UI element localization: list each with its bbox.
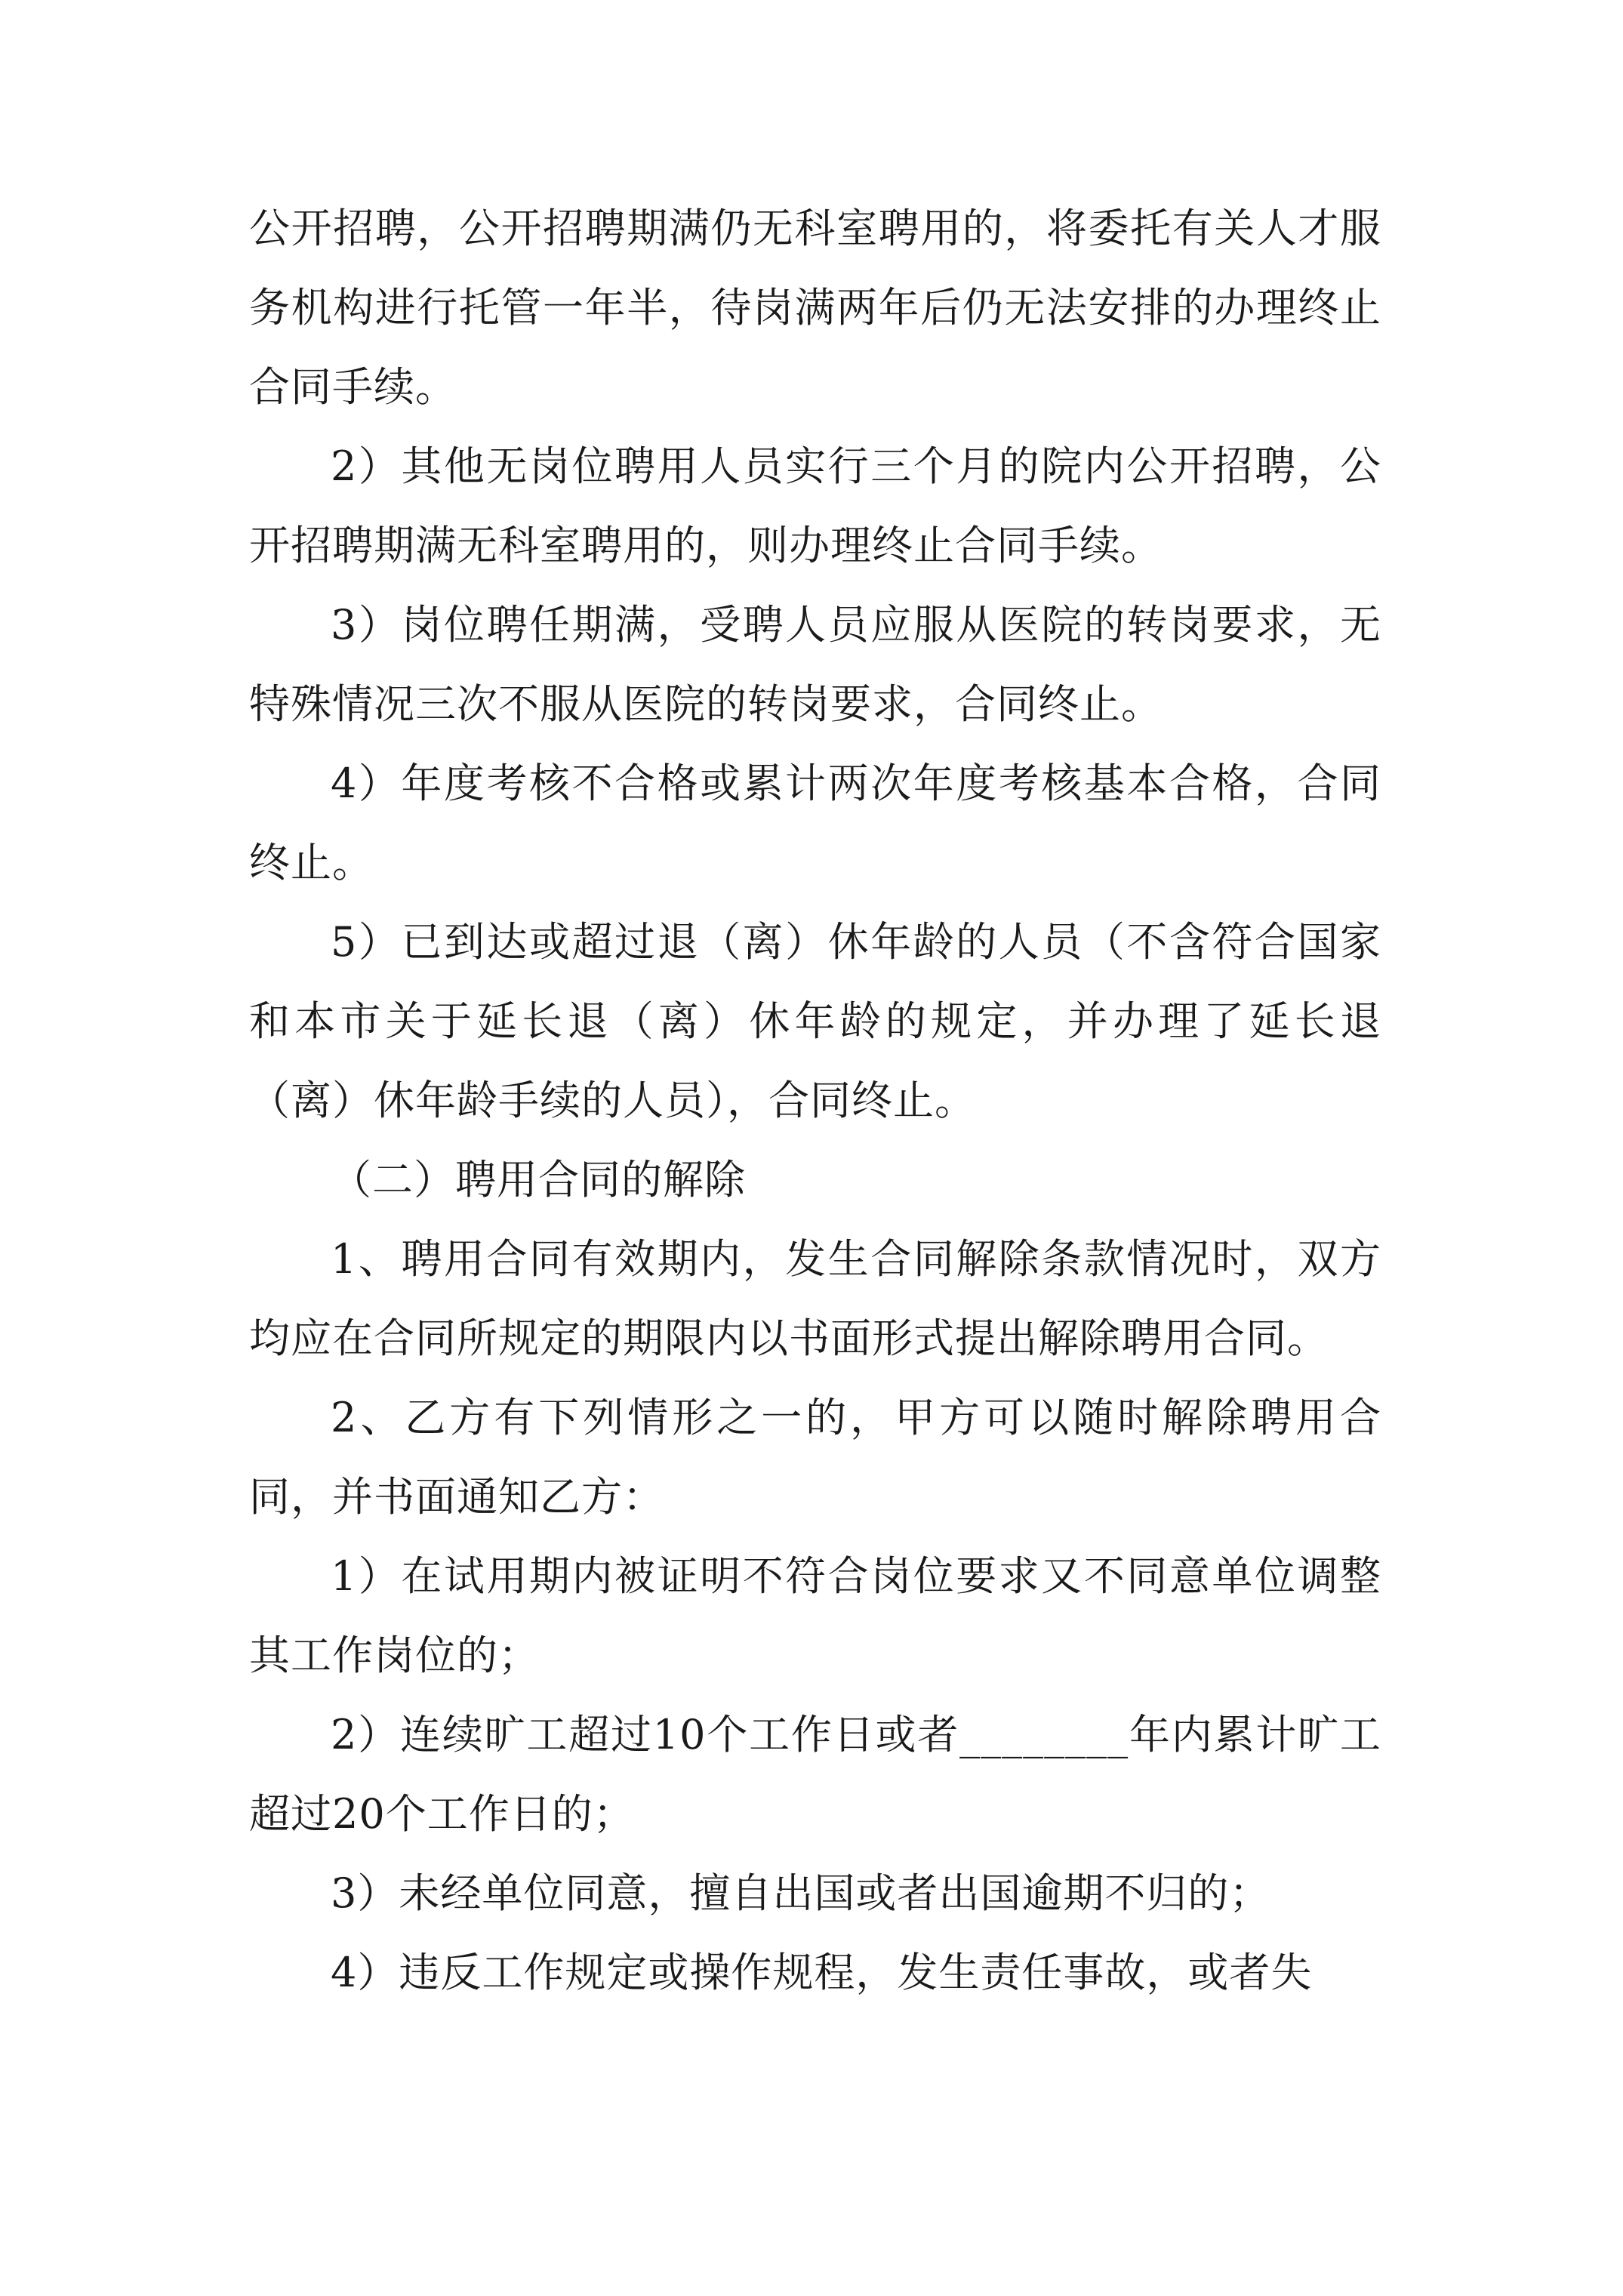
paragraph-clause-1: 1、聘用合同有效期内，发生合同解除条款情况时，双方均应在合同所规定的期限内以书面形式提出解除聘用合同。: [249, 1235, 1381, 1362]
paragraph-item-4: 4）年度考核不合格或累计两次年度考核基本合格，合同终止。: [249, 760, 1381, 886]
paragraph-continued: 公开招聘，公开招聘期满仍无科室聘用的，将委托有关人才服务机构进行托管一年半，待岗满两年后仍无法安排的办理终止合同手续。: [249, 205, 1381, 411]
paragraph-subitem-2: 2）连续旷工超过10个工作日或者________年内累计旷工超过20个工作日的；: [249, 1711, 1381, 1838]
document-body: [249, 189, 1381, 2012]
section-heading: （二）聘用合同的解除: [331, 1156, 746, 1203]
paragraph-subitem-3: 3）未经单位同意，擅自出国或者出国逾期不归的；: [331, 1869, 1271, 1917]
paragraph-clause-2: 2、乙方有下列情形之一的，甲方可以随时解除聘用合同，并书面通知乙方：: [249, 1394, 1381, 1521]
paragraph-subitem-4: 4）违反工作规定或操作规程，发生责任事故，或者失: [331, 1949, 1313, 1996]
paragraph-item-2: 2）其他无岗位聘用人员实行三个月的院内公开招聘，公开招聘期满无科室聘用的，则办理终止合同手续。: [249, 442, 1381, 569]
paragraph-item-3: 3）岗位聘任期满，受聘人员应服从医院的转岗要求，无特殊情况三次不服从医院的转岗要求，合同终止。: [249, 601, 1381, 728]
paragraph-item-5: 5）已到达或超过退（离）休年龄的人员（不含符合国家和本市关于延长退（离）休年龄的规定，并办理了延长退（离）休年龄手续的人员），合同终止。: [249, 918, 1381, 1124]
paragraph-subitem-1: 1）在试用期内被证明不符合岗位要求又不同意单位调整其工作岗位的；: [249, 1552, 1381, 1679]
